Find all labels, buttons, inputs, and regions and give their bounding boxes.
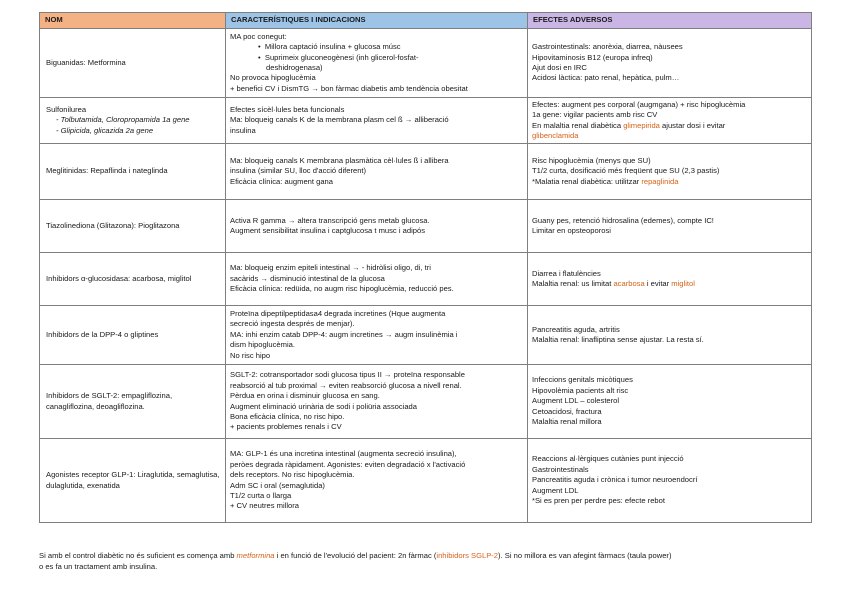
drug-table (39, 12, 812, 523)
drug-name (40, 98, 226, 144)
text-line: Activa R gamma → altera transcripció gens metab glucosa. (230, 215, 430, 225)
text-line: SGLT-2: cotransportador sodi glucosa tipus II → proteïna responsable (230, 370, 465, 380)
footer-text: Si amb el control diabètic no és suficient es comença amb (39, 551, 237, 560)
text-line: En malaltia renal diabètica (532, 120, 624, 130)
drug-characteristics (226, 200, 528, 253)
text-line: Eficàcia clínica: redüida, no augm risc hipoglucèmia, reducció pes. (230, 284, 454, 294)
drug-characteristics (226, 144, 528, 200)
drug-characteristics (226, 98, 528, 144)
text-line: - Tolbutamida, Cloropropamida 1a gene (56, 115, 190, 125)
highlighted-drug: acarbosa (613, 279, 645, 288)
text-line: Augment LDL (532, 485, 579, 495)
text-line (532, 121, 807, 131)
text-line: dism hipoglucèmia. (230, 340, 295, 350)
text-line: Proteïna dipeptilpeptidasa4 degrada incretines (Hque augmenta (230, 308, 446, 318)
text-line: Malaltia renal: us limitat (532, 279, 614, 288)
text-line (532, 279, 807, 289)
text-line: Infeccions genitals micòtiques (532, 375, 633, 385)
text-line: *Si es pren per perdre pes: efecte rebot (532, 496, 665, 506)
highlighted-drug: repaglinida (641, 176, 679, 186)
text-line: Augment sensibilitat insulina i captglucosa t musc i adipós (230, 226, 426, 235)
table-row (40, 253, 812, 306)
drug-name: Inhibidors de SGLT-2: empagliflozina, canagliflozina, deoagliflozina. (40, 365, 226, 439)
text-line: Acidosi làctica: pato renal, hepàtica, pulm… (532, 73, 680, 83)
footer-text: o es fa un tractament amb insulina. (39, 562, 158, 571)
text-line: MA: GLP-1 és una incretina intestinal (augmenta secreció insulina), (230, 449, 457, 459)
drug-adverse-effects (528, 144, 812, 200)
text-line: Adm SC i oral (semaglutida) (230, 480, 325, 490)
drug-adverse-effects (528, 439, 812, 523)
text-line: Hipovolèmia pacients alt risc (532, 385, 629, 395)
text-line: Bona eficàcia clínica, no risc hipo. (230, 411, 345, 421)
text-line: + pacients problemes renals i CV (230, 422, 342, 432)
table-row (40, 365, 812, 439)
drug-characteristics (226, 306, 528, 365)
drug-name: Agonistes receptor GLP-1: Liraglutida, semaglutisa, dulaglutida, exenatida (40, 439, 226, 523)
text-line: Pèrdua en orina i disminuir glucosa en sang. (230, 391, 380, 401)
drug-name: Inhibidors α-glucosidasa: acarbosa, miglitol (40, 253, 226, 306)
text-line: Efectes: augment pes corporal (augmgana) + risc hipoglucèmia (532, 99, 746, 109)
text-line: Ma: bloqueig canals K de la membrana plasm cel ß → alliberació (230, 115, 449, 125)
footer-text: ). Si no millora es van afegint fàrmacs (taula power) (498, 551, 672, 560)
text-line: Sulfonilurea (46, 104, 87, 114)
drug-characteristics (226, 253, 528, 306)
highlighted-drug: glimepirida (623, 120, 660, 130)
text-line: Gastrointestinals: anorèxia, diarrea, nàusees (532, 42, 683, 52)
text-line: T1/2 curta o llarga (230, 490, 292, 500)
text-line: 1a gene: vigilar pacients amb risc CV (532, 110, 658, 120)
text-line: insulina (230, 125, 256, 135)
text-line: Pancreatitis aguda, artritis (532, 324, 620, 334)
drug-name: Inhibidors de la DPP-4 o gliptines (40, 306, 226, 365)
drug-characteristics (226, 365, 528, 439)
header-efectes: EFECTES ADVERSOS (528, 13, 812, 29)
header-caracteristiques: CARACTERÍSTIQUES I INDICACIONS (226, 13, 528, 29)
table-header-row (40, 13, 812, 29)
text-line: Hipovitaminosis B12 (europa infreq) (532, 52, 653, 62)
footer-text: i en funció de l'evolució del pacient: 2n fàrmac ( (274, 551, 437, 560)
drug-adverse-effects (528, 306, 812, 365)
highlighted-drug: glibenclamida (532, 130, 579, 140)
drug-characteristics (226, 29, 528, 98)
text-line: Augment LDL – colesterol (532, 396, 620, 406)
highlighted-drug: inhibidors SGLP-2 (436, 551, 499, 560)
text-line: i evitar (644, 279, 672, 288)
text-line: Cetoacidosi, fractura (532, 406, 602, 416)
table-row (40, 439, 812, 523)
text-line: Suprimeix gluconeogènesi (inh glicerol-fosfat- (264, 52, 419, 62)
drug-name: Biguanidas: Metformina (40, 29, 226, 98)
text-line: Gastrointestinals (532, 464, 589, 474)
text-line: Ma: bloqueig canals K membrana plasmàtica cèl·lules ß i allibera (230, 155, 449, 165)
text-line: Guany pes, retenció hidrosalina (edemes), compte IC! (532, 215, 714, 225)
text-line: dels receptors. No risc hipoglucèmia. (230, 470, 355, 480)
table-row (40, 29, 812, 98)
text-line: MA poc conegut: (230, 31, 287, 41)
drug-adverse-effects (528, 29, 812, 98)
text-line: Risc hipoglucèmia (menys que SU) (532, 155, 651, 165)
drug-name: Tiazolinediona (Glitazona): Pioglitazona (40, 200, 226, 253)
text-line: reabsorció al tub proximal → eviten reabsorció glucosa a nivell renal. (230, 380, 462, 390)
text-line: Limitar en opsteoporosi (532, 226, 611, 235)
text-line: *Malatia renal diabètica: utilitzar (532, 176, 642, 186)
text-line: Ma: bloqueig enzim epiteli intestinal → - hidròlisi oligo, di, tri (230, 263, 431, 273)
text-line: Malaltia renal: linafliptina sense ajustar. La resta sí. (532, 335, 704, 344)
highlighted-drug: metformina (236, 551, 275, 560)
text-line: No risc hipo (230, 350, 271, 360)
drug-adverse-effects (528, 253, 812, 306)
highlighted-drug: miglitol (671, 279, 695, 288)
text-line: + benefici CV i DismTG → bon fàrmac diabetis amb tendència obesitat (230, 83, 468, 93)
text-line: sacàrids → disminució intestinal de la glucosa (230, 273, 385, 283)
text-line: + CV neutres millora (230, 501, 300, 511)
table-row (40, 98, 812, 144)
text-line: T1/2 curta, dosificació més freqüent que SU (2,3 pastis) (532, 166, 720, 176)
text-line: Pancreatitis aguda i crònica i tumor neuroendocrí (532, 475, 698, 485)
drug-adverse-effects (528, 365, 812, 439)
text-line: ajustar dosi i evitar (659, 120, 726, 130)
text-line: - Glipicida, glicazida 2a gene (56, 125, 154, 135)
text-line: No provoca hipoglucèmia (230, 73, 316, 83)
text-line: • Millora captació insulina + glucosa músc (258, 42, 401, 52)
drug-name: Meglitinidas: Repaflinda i nateglinda (40, 144, 226, 200)
text-line: deshidrogenasa) (266, 63, 323, 72)
footer-note (39, 550, 819, 572)
text-line: Reaccions al·lèrgiques cutànies punt injecció (532, 454, 684, 464)
table-row (40, 200, 812, 253)
text-line: peròes degrada ràpidament. Agonistes: eviten degradació x l'activació (230, 459, 466, 469)
drug-adverse-effects (528, 98, 812, 144)
drug-characteristics (226, 439, 528, 523)
text-line: Eficàcia clínica: augment gana (230, 176, 333, 186)
text-line: secreció ingesta després de menjar). (230, 319, 355, 329)
text-line: Diarrea i flatulències (532, 268, 601, 278)
text-line: Millora captació insulina + glucosa músc (264, 42, 401, 52)
table-row (40, 306, 812, 365)
text-line: Augment eliminació urinària de sodi i poliüria associada (230, 401, 417, 411)
text-line (532, 177, 807, 187)
text-line: Efectes sícèl·lules beta funcionals (230, 104, 345, 114)
text-line: • Suprimeix gluconeogènesi (inh glicerol-fosfat- (258, 52, 419, 62)
text-line: MA: inhi enzim catab DPP-4: augm incretines → augm insulinèmia i (230, 329, 458, 339)
text-line: Malaltia renal millora (532, 417, 602, 427)
table-row (40, 144, 812, 200)
document-page (39, 12, 811, 523)
drug-adverse-effects (528, 200, 812, 253)
text-line: Ajut dosi en IRC (532, 63, 587, 72)
text-line: insulina (similar SU, lloc d'acció diferent) (230, 166, 367, 176)
header-nom: NOM (40, 13, 226, 29)
